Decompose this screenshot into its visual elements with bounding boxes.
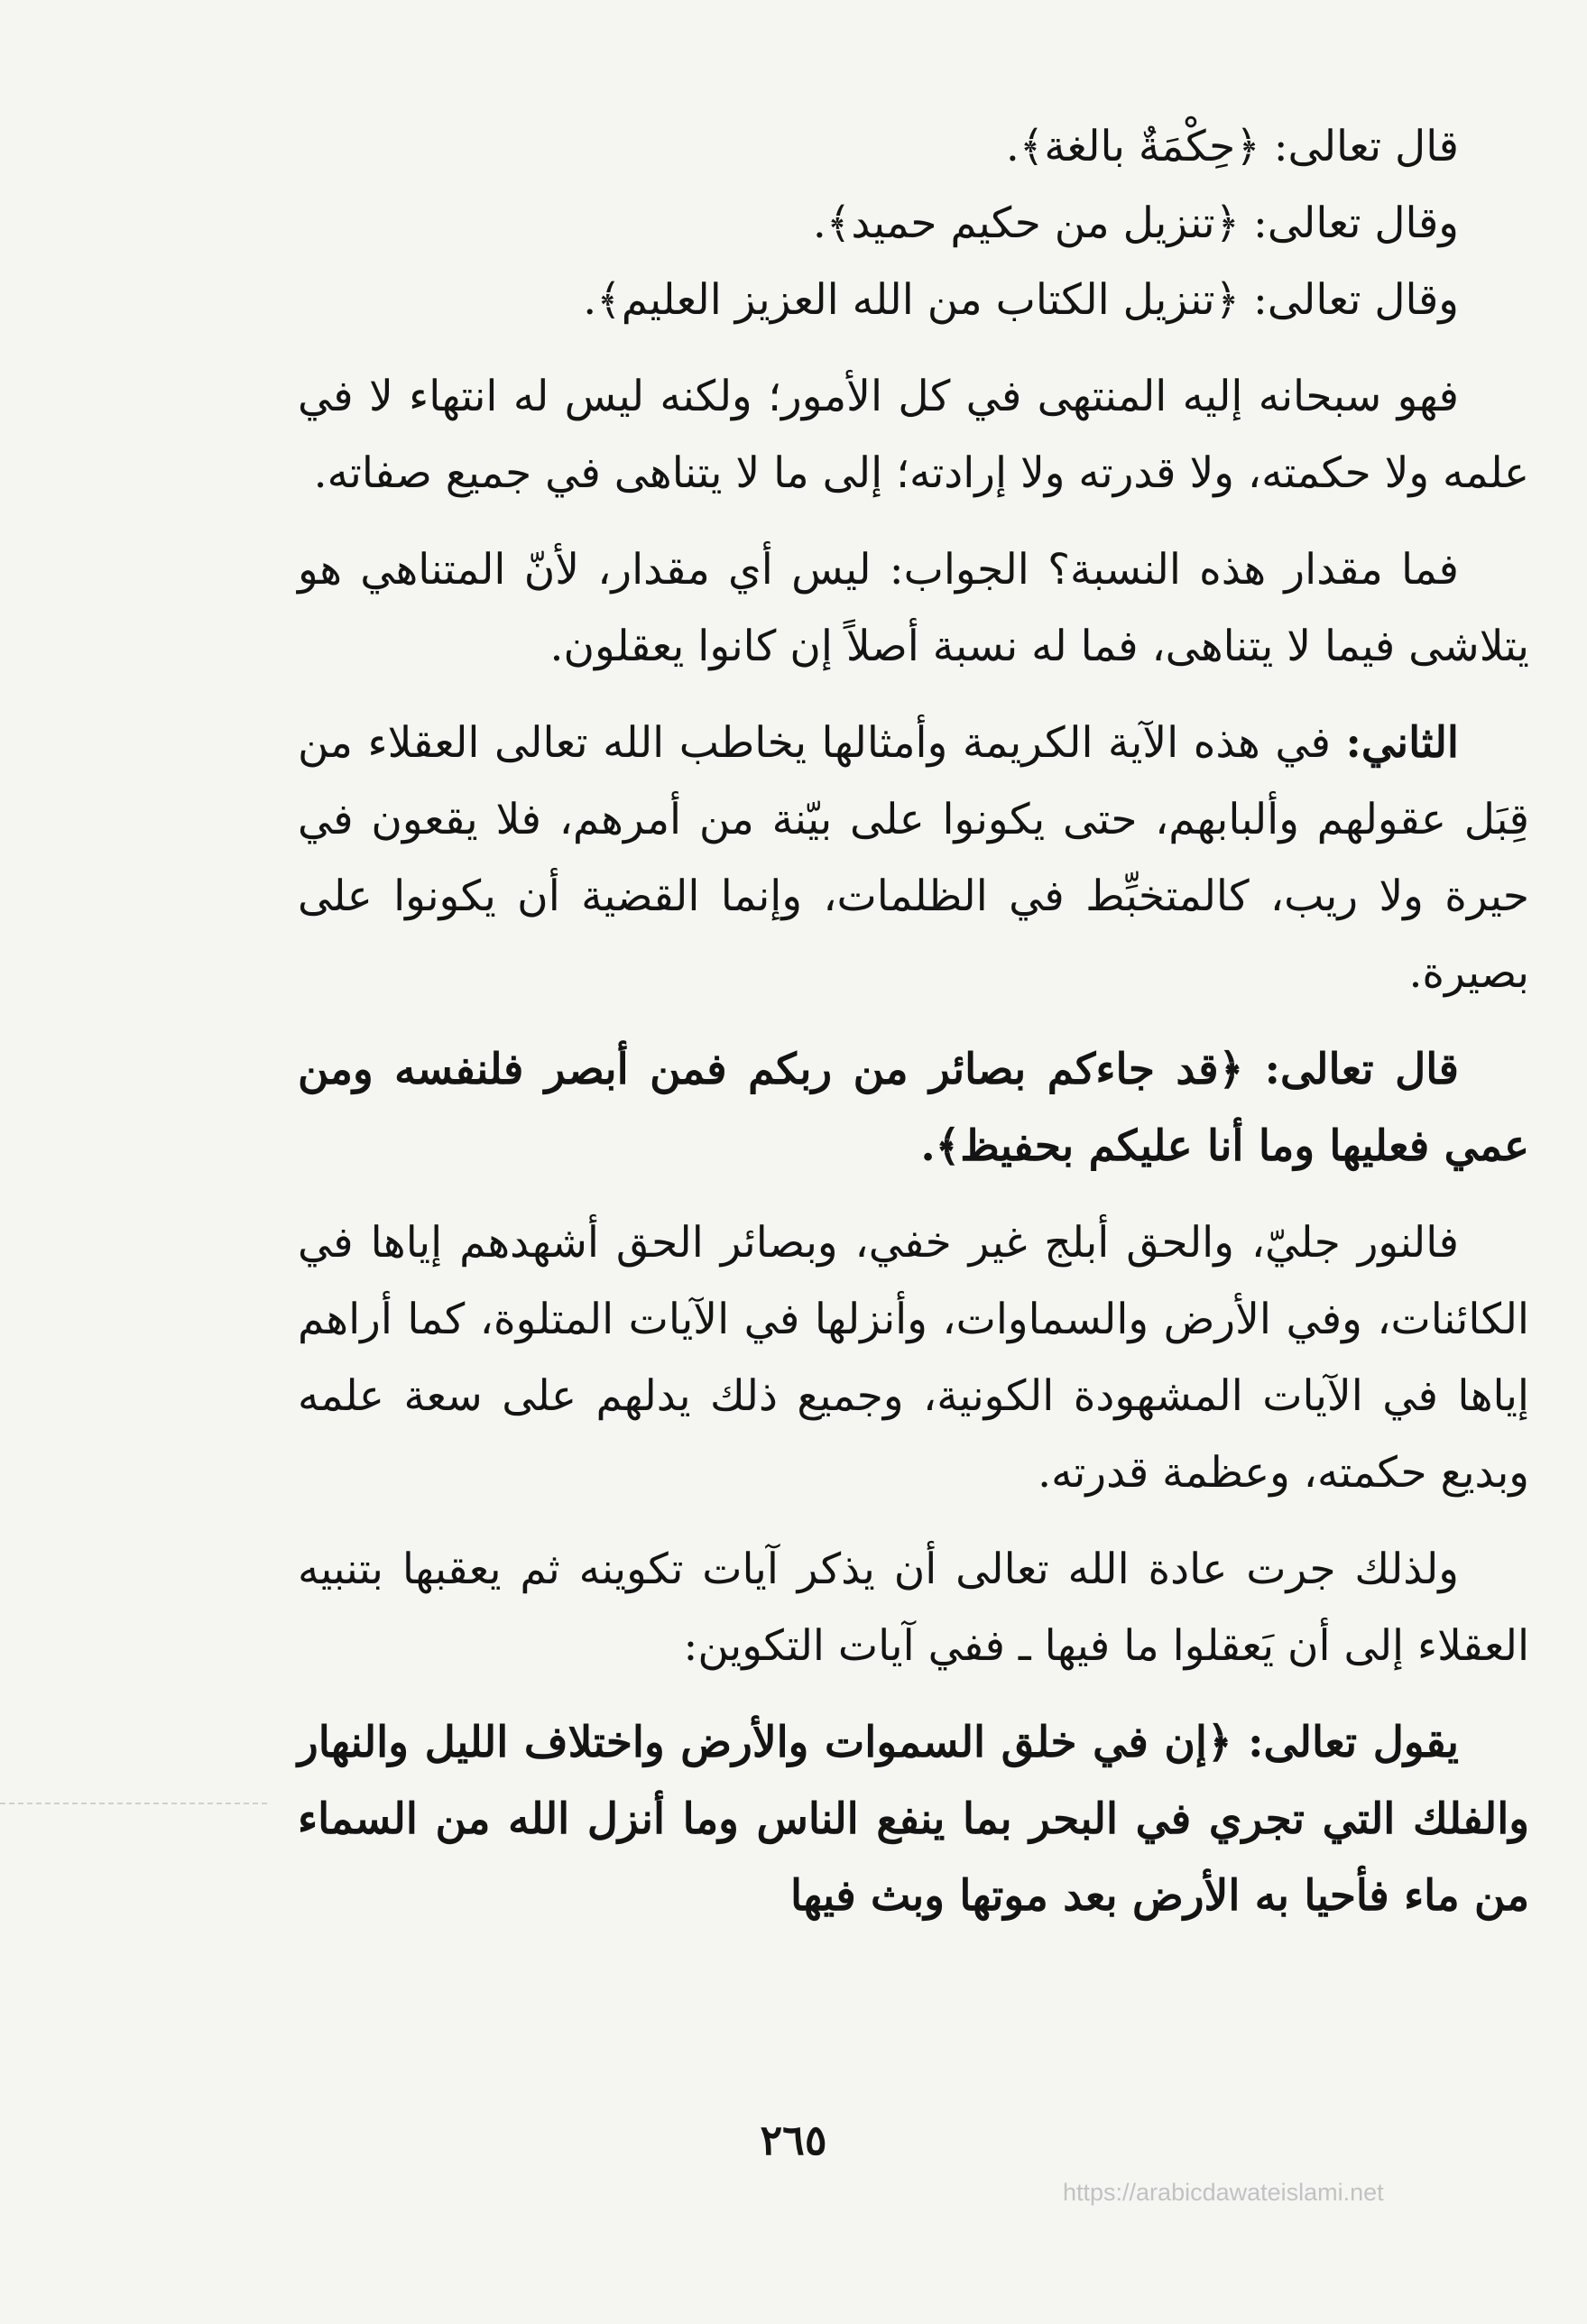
page-body [298,108,1529,1954]
verse-line [298,185,1529,262]
paragraph [298,358,1529,512]
paragraph-text: قال تعالى: ﴿قد جاءكم بصائر من ربكم فمن أبصر فلنفسه ومن عمي فعليها وما أنا عليكم بحفيظ﴾. [298,1045,1529,1171]
scan-artifact-line [0,1803,271,1804]
paragraph-text: فالنور جليّ، والحق أبلج غير خفي، وبصائر الحق أشهدهم إياها في الكائنات، وفي الأرض والسماوات، وأنزلها في الآيات المتلوة، كما أراهم إياها في الآيات المشهودة الكونية، وجميع ذلك يدلهم على سعة علمه وبديع حكمته، وعظمة قدرته. [298,1218,1529,1498]
paragraph-lead: الثاني: [1345,718,1459,768]
page-number: ٢٦٥ [760,2116,827,2164]
verse-line [298,262,1529,338]
paragraph-text: يقول تعالى: ﴿إن في خلق السموات والأرض واختلاف الليل والنهار والفلك التي تجري في البحر بما ينفع الناس وما أنزل الله من السماء من ماء فأحيا به الأرض بعد موتها وبث فيها [298,1718,1529,1921]
paragraph [298,705,1529,1011]
verse-paragraph [298,1031,1529,1185]
verse-line [298,108,1529,185]
paragraph-text: في هذه الآية الكريمة وأمثالها يخاطب الله تعالى العقلاء من قِبَل عقولهم وألبابهم، حتى يكونوا على بيّنة من أمرهم، فلا يقعون في حيرة ولا ريب، كالمتخبِّط في الظلمات، وإنما القضية أن يكونوا على بصيرة. [298,718,1529,998]
paragraph-text: وقال تعالى: ﴿تنزيل الكتاب من الله العزيز العليم﴾. [583,275,1459,325]
paragraph-text: فما مقدار هذه النسبة؟ الجواب: ليس أي مقدار، لأنّ المتناهي هو يتلاشى فيما لا يتناهى، فما له نسبة أصلاً إن كانوا يعقلون. [298,545,1529,671]
paragraph-text: وقال تعالى: ﴿تنزيل من حكيم حميد﴾. [812,198,1459,248]
watermark-url: https://arabicdawateislami.net [1063,2179,1384,2206]
paragraph-text: فهو سبحانه إليه المنتهى في كل الأمور؛ ولكنه ليس له انتهاء لا في علمه ولا حكمته، ولا قدرته ولا إرادته؛ إلى ما لا يتناهى في جميع صفاته. [298,372,1529,498]
paragraph-text: قال تعالى: ﴿حِكْمَةٌ بالغة﴾. [1005,122,1459,171]
paragraph [298,1531,1529,1684]
verse-paragraph [298,1704,1529,1934]
paragraph [298,1204,1529,1511]
paragraph [298,531,1529,685]
paragraph-text: ولذلك جرت عادة الله تعالى أن يذكر آيات تكوينه ثم يعقبها بتنبيه العقلاء إلى أن يَعقلوا ما فيها ـ ففي آيات التكوين: [298,1545,1529,1671]
